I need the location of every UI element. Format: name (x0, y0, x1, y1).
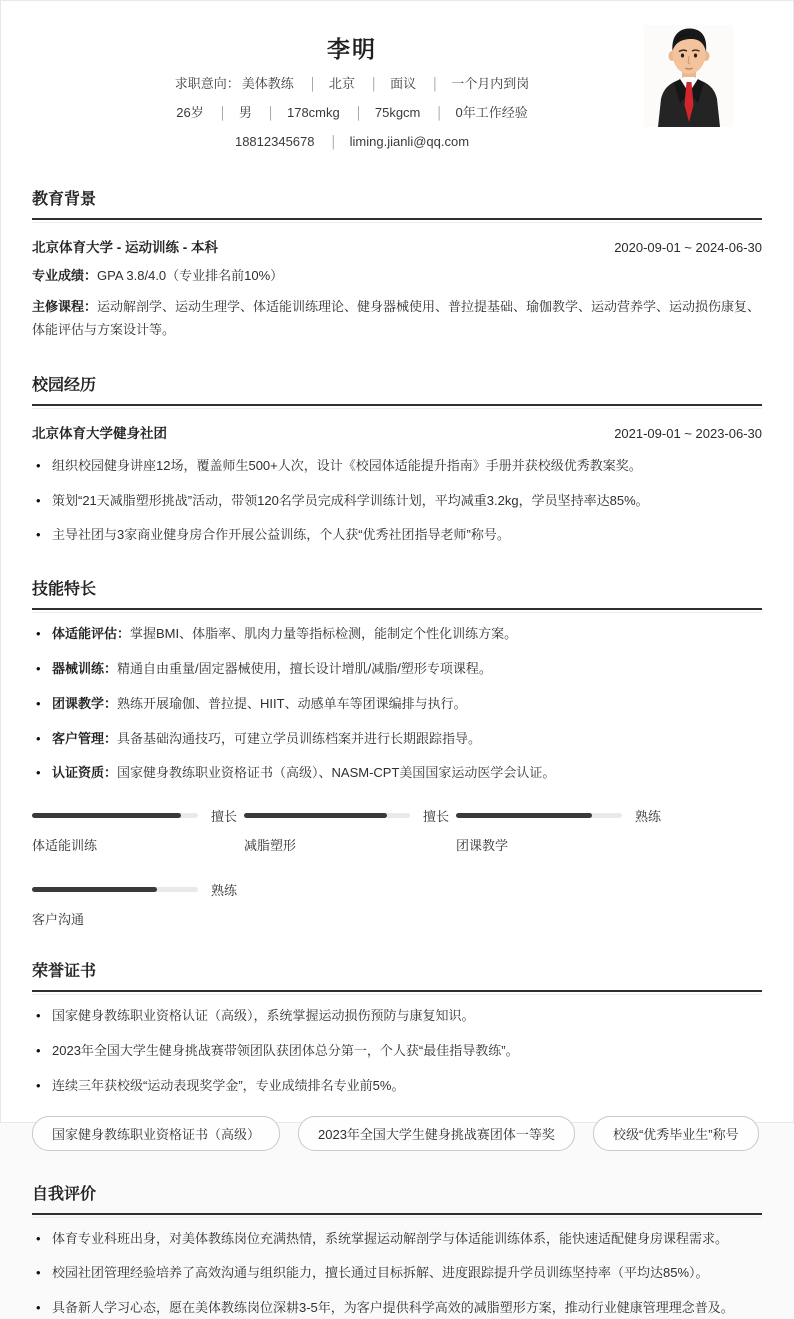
campus-bullet: • 组织校园健身讲座12场，覆盖师生500+人次，设计《校园体适能提升指南》手册并获校级优秀教案奖。 (32, 456, 762, 477)
weight: │ 75kgcm (343, 105, 420, 120)
skill-bars (32, 806, 762, 928)
contact-line (32, 133, 672, 151)
campus-bullet-list (32, 456, 762, 546)
basic-info-line (32, 104, 672, 122)
email-address: │ liming.jianli@qq.com (318, 134, 469, 149)
self-eval-bullet: • 校园社团管理经验培养了高效沟通与组织能力，擅长通过目标拆解、进度跟踪提升学员训练坚持率（平均达85%）。 (32, 1263, 762, 1284)
skill-bullet: • 认证资质：国家健身教练职业资格证书（高级）、NASM-CPT美国国家运动医学会认证。 (32, 763, 762, 784)
campus-bullet: • 策划“21天减脂塑形挑战”活动，带领120名学员完成科学训练计划，平均减重3.2kg，学员坚持率达85%。 (32, 491, 762, 512)
skill-bar-client-communication (32, 880, 244, 928)
skill-bar-track (456, 813, 622, 818)
campus-bullet: • 主导社团与3家商业健身房合作开展公益训练，个人获“优秀社团指导老师”称号。 (32, 525, 762, 546)
section-campus-experience (32, 372, 762, 546)
skill-name-label: 体适能训练 (32, 838, 98, 854)
education-date-range: 2020-09-01 ~ 2024-06-30 (614, 239, 762, 255)
skill-bar-fat-loss (244, 806, 456, 854)
self-eval-bullet: • 具备新人学习心态，愿在美体教练岗位深耕3-5年，为客户提供科学高效的减脂塑形方案，推动行业健康管理理念普及。 (32, 1298, 762, 1319)
honor-bullet: • 国家健身教练职业资格认证（高级），系统掌握运动损伤预防与康复知识。 (32, 1006, 762, 1027)
height: │ 178cmkg (255, 105, 339, 120)
intent-city: │ 北京 (297, 76, 355, 91)
section-title-honors: 荣誉证书 (32, 958, 762, 992)
skill-level-label: 擅长 (211, 809, 238, 825)
club-name: 北京体育大学健身社团 (32, 425, 167, 441)
age: 26岁 (176, 105, 204, 121)
intent-salary: │ 面议 (359, 76, 417, 91)
gpa-row: 专业成绩：GPA 3.8/4.0（专业排名前10%） (32, 267, 284, 283)
section-title-education: 教育背景 (32, 186, 762, 220)
skill-bullet: • 客户管理：具备基础沟通技巧，可建立学员训练档案并进行长期跟踪指导。 (32, 729, 762, 750)
section-skills (32, 576, 762, 928)
certificate-tags (32, 1116, 762, 1151)
honors-bullet-list (32, 1006, 762, 1096)
section-title-skills: 技能特长 (32, 576, 762, 610)
skill-name-label: 客户沟通 (32, 912, 85, 928)
section-self-evaluation (32, 1181, 762, 1319)
skill-bar-fitness-assessment (32, 806, 244, 854)
skill-name-label: 减脂塑形 (244, 838, 297, 854)
self-eval-bullet: • 体育专业科班出身，对美体教练岗位充满热情，系统掌握运动解剖学与体适能训练体系，能快速适配健身房课程需求。 (32, 1229, 762, 1250)
certificate-tag: 2023年全国大学生健身挑战赛团体一等奖 (298, 1116, 575, 1151)
school-major-degree: 北京体育大学 - 运动训练 - 本科 (32, 239, 218, 255)
intent-availability: │ 一个月内到岗 (420, 76, 530, 91)
phone-number: 18812345678 (234, 134, 315, 150)
candidate-name: 李明 (327, 36, 377, 62)
skill-level-label: 熟练 (635, 809, 662, 825)
gender: │ 男 (207, 105, 252, 120)
intent-label: 求职意向： (174, 76, 240, 91)
self-eval-bullet-list (32, 1229, 762, 1319)
skill-bar-track (32, 887, 198, 892)
courses-row: 主修课程：运动解剖学、运动生理学、体适能训练理论、健身器械使用、普拉提基础、瑜伽教学、运动营养学、运动损伤康复、体能评估与方案设计等。 (32, 298, 761, 338)
header-text-block (32, 31, 672, 152)
experience-years: │ 0年工作经验 (424, 105, 528, 120)
profile-photo-illustration (644, 25, 734, 127)
section-title-campus: 校园经历 (32, 372, 762, 406)
skill-bar-track (244, 813, 410, 818)
skill-level-label: 擅长 (423, 809, 450, 825)
education-entry-head (32, 236, 762, 256)
skill-bar-track (32, 813, 198, 818)
skill-bar-group-class (456, 806, 668, 854)
profile-photo (644, 25, 734, 127)
certificate-tag: 校级“优秀毕业生”称号 (593, 1116, 759, 1151)
skills-bullet-list (32, 624, 762, 784)
resume-header (32, 1, 762, 152)
skill-bullet: • 团课教学：熟练开展瑜伽、普拉提、HIIT、动感单车等团课编排与执行。 (32, 694, 762, 715)
intent-position: 美体教练 (241, 76, 294, 91)
honor-bullet: • 连续三年获校级“运动表现奖学金”，专业成绩排名专业前5%。 (32, 1076, 762, 1097)
campus-entry-head (32, 422, 762, 442)
certificate-tag: 国家健身教练职业资格证书（高级） (32, 1116, 280, 1151)
section-title-self-evaluation: 自我评价 (32, 1181, 762, 1215)
job-intent-line (32, 75, 672, 93)
skill-name-label: 团课教学 (456, 838, 509, 854)
honor-bullet: • 2023年全国大学生健身挑战赛带领团队获团体总分第一，个人获“最佳指导教练”。 (32, 1041, 762, 1062)
skill-bullet: • 器械训练：精通自由重量/固定器械使用，擅长设计增肌/减脂/塑形专项课程。 (32, 659, 762, 680)
skill-bullet: • 体适能评估：掌握BMI、体脂率、肌肉力量等指标检测，能制定个性化训练方案。 (32, 624, 762, 645)
skill-level-label: 熟练 (211, 883, 238, 899)
campus-date-range: 2021-09-01 ~ 2023-06-30 (614, 425, 762, 441)
section-education (32, 186, 762, 342)
section-honors (32, 958, 762, 1150)
